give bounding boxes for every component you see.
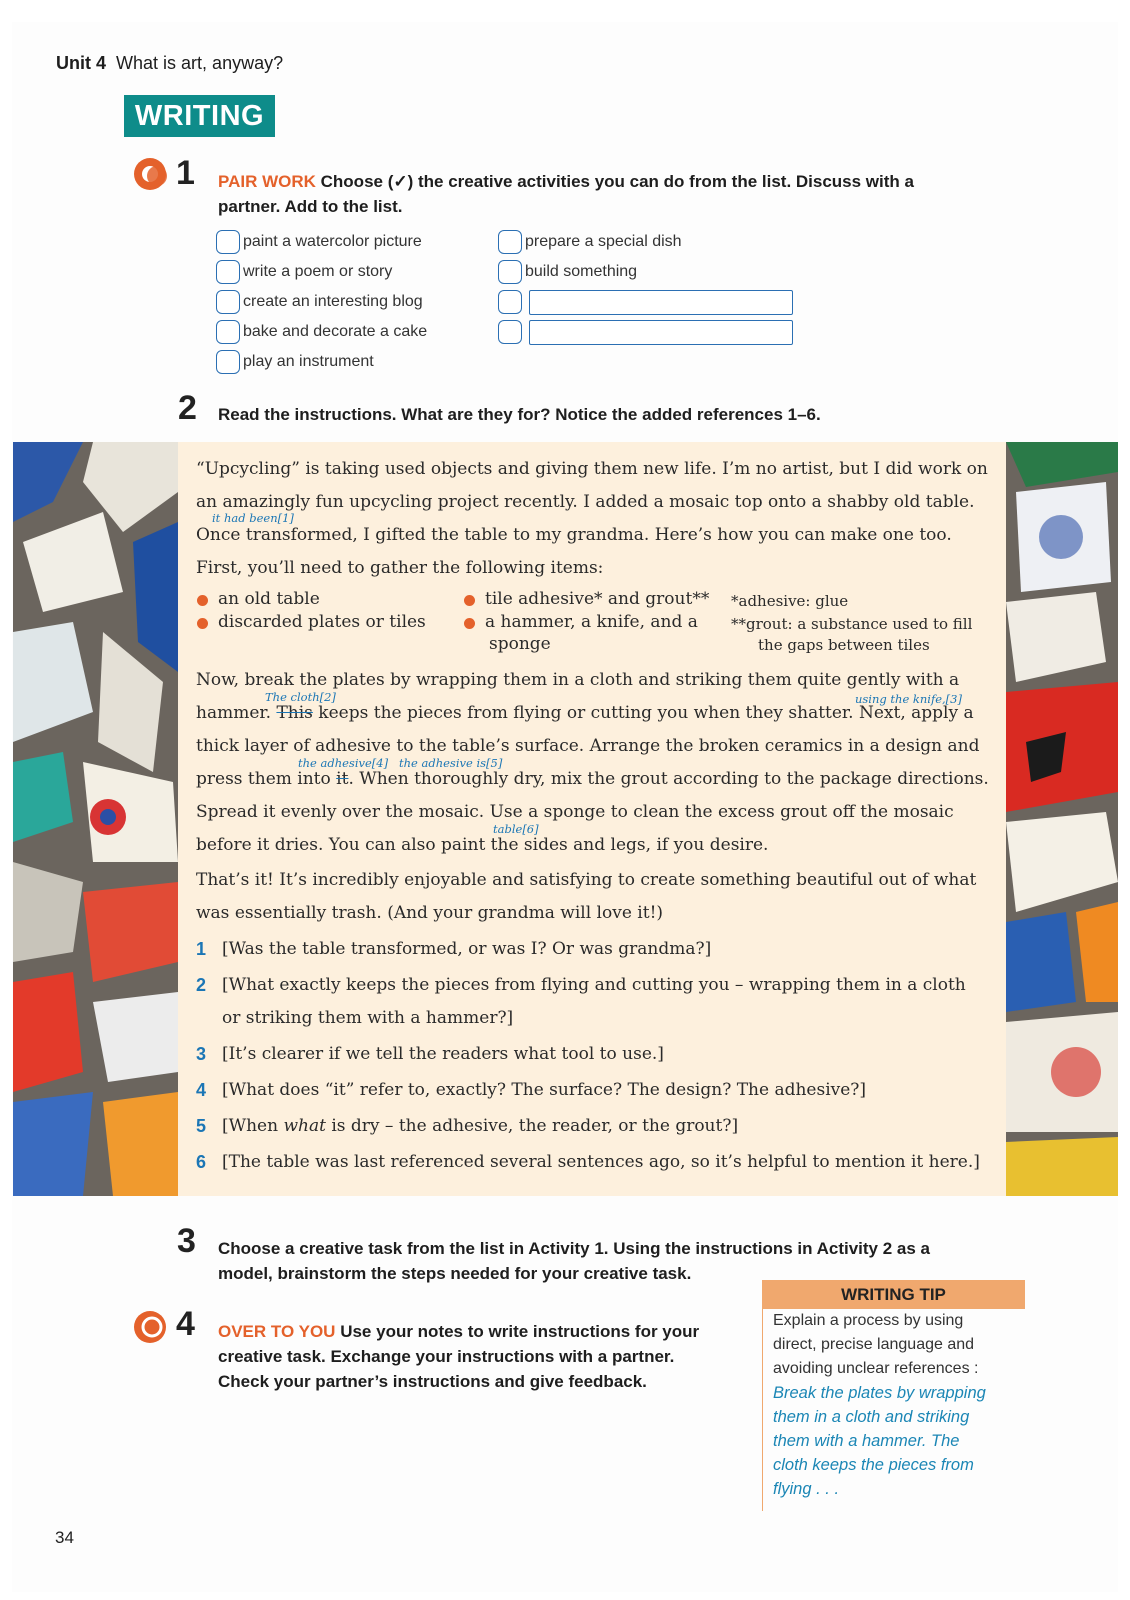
exercise-4-line2: creative task. Exchange your instructions with a partner. bbox=[218, 1347, 675, 1366]
emphasis: what bbox=[283, 1116, 326, 1136]
reference-text-cont: or striking them with a hammer?] bbox=[222, 1008, 514, 1028]
section-badge: WRITING bbox=[124, 95, 275, 137]
exercise-4-instruction bbox=[218, 1319, 699, 1394]
over-to-you-label: OVER TO YOU bbox=[218, 1322, 336, 1341]
checkbox[interactable] bbox=[216, 290, 240, 314]
checklist-item[interactable] bbox=[498, 259, 637, 285]
checkbox[interactable] bbox=[498, 260, 522, 284]
exercise-4-line3: Check your partner’s instructions and give feedback. bbox=[218, 1372, 647, 1391]
checklist-item-label: build something bbox=[525, 263, 638, 280]
annotation-4: the adhesive[4] bbox=[298, 756, 389, 770]
bullet-icon bbox=[464, 618, 475, 629]
passage-line bbox=[196, 769, 989, 789]
text-span: . When thoroughly dry, mix the grout according to the package directions. bbox=[348, 769, 989, 789]
reference-text: [What does “it” refer to, exactly? The surface? The design? The adhesive?] bbox=[222, 1080, 867, 1100]
tip-line: Explain a process by using bbox=[773, 1312, 964, 1329]
writing-tip-body bbox=[762, 1309, 1014, 1511]
materials-item: discarded plates or tiles bbox=[218, 612, 426, 632]
passage-line: Now, break the plates by wrapping them in a cloth and striking them quite gently with a bbox=[196, 670, 960, 690]
text-span: keeps the pieces from flying or cutting you when they shatter. Next, apply a bbox=[312, 703, 974, 723]
tip-line: avoiding unclear references : bbox=[773, 1360, 979, 1377]
passage-line: thick layer of adhesive to the table’s surface. Arrange the broken ceramics in a design and bbox=[196, 736, 980, 756]
materials-item: an old table bbox=[218, 589, 320, 609]
tip-example-line: flying . . . bbox=[773, 1480, 840, 1498]
bullet-icon bbox=[197, 618, 208, 629]
reference-text: [What exactly keeps the pieces from flying and cutting you – wrapping them in a cloth bbox=[222, 975, 966, 995]
exercise-1-line1: Choose (✓) the creative activities you can do from the list. Discuss with a bbox=[320, 172, 914, 191]
passage-line: an amazingly fun upcycling project recently. I added a mosaic top onto a shabby old table. bbox=[196, 492, 975, 512]
pair-work-label: PAIR WORK bbox=[218, 172, 316, 191]
text-span: is dry – the adhesive, the reader, or the grout?] bbox=[325, 1116, 739, 1136]
checklist-item[interactable] bbox=[216, 229, 422, 255]
passage-line: before it dries. You can also paint the sides and legs, if you desire. bbox=[196, 835, 769, 855]
materials-item-cont: sponge bbox=[489, 634, 551, 654]
exercise-2-instruction: Read the instructions. What are they for? Notice the added references 1–6. bbox=[218, 405, 821, 424]
tip-example-line: Break the plates by wrapping bbox=[773, 1384, 986, 1402]
checklist-item-label: create an interesting blog bbox=[243, 293, 423, 310]
text-span: press them into bbox=[196, 769, 337, 789]
reference-text: [Was the table transformed, or was I? Or was grandma?] bbox=[222, 939, 712, 959]
blank-input-field[interactable] bbox=[529, 320, 793, 345]
checklist-item[interactable] bbox=[498, 229, 682, 255]
exercise-4-line1: Use your notes to write instructions for your bbox=[340, 1322, 700, 1341]
reference-text bbox=[222, 1116, 738, 1136]
checklist-item-label: write a poem or story bbox=[243, 263, 393, 280]
materials-item: tile adhesive* and grout** bbox=[485, 589, 710, 609]
tip-example-line: cloth keeps the pieces from bbox=[773, 1456, 974, 1474]
annotation-5: the adhesive is[5] bbox=[399, 756, 503, 770]
checklist-item[interactable] bbox=[216, 349, 374, 375]
checkbox[interactable] bbox=[216, 260, 240, 284]
checklist-item[interactable] bbox=[216, 319, 427, 345]
over-to-you-icon bbox=[132, 1307, 172, 1347]
reference-number: 3 bbox=[196, 1044, 207, 1064]
exercise-3-line2: model, brainstorm the steps needed for your creative task. bbox=[218, 1264, 692, 1283]
tip-example-line: them in a cloth and striking bbox=[773, 1408, 970, 1426]
text-span: hammer. bbox=[196, 703, 277, 723]
checklist-item-label: play an instrument bbox=[243, 353, 374, 370]
checklist-blank-item[interactable] bbox=[498, 319, 793, 345]
passage-line: Once transformed, I gifted the table to my grandma. Here’s how you can make one too. bbox=[196, 525, 952, 545]
unit-title: What is art, anyway? bbox=[116, 53, 284, 73]
reference-text: [It’s clearer if we tell the readers what tool to use.] bbox=[222, 1044, 664, 1064]
exercise-2-number: 2 bbox=[178, 389, 197, 427]
annotation-1: it had been[1] bbox=[212, 511, 294, 525]
checkbox[interactable] bbox=[216, 350, 240, 374]
glossary-note: **grout: a substance used to fill bbox=[731, 615, 973, 633]
reference-number: 4 bbox=[196, 1080, 207, 1100]
writing-tip-title: WRITING TIP bbox=[762, 1280, 1025, 1309]
checkbox[interactable] bbox=[216, 320, 240, 344]
exercise-1-line2: partner. Add to the list. bbox=[218, 197, 403, 216]
mosaic-image-left bbox=[13, 442, 178, 1196]
reference-number: 2 bbox=[196, 975, 207, 995]
unit-header bbox=[56, 53, 283, 74]
pair-work-icon bbox=[132, 156, 172, 196]
exercise-3-line1: Choose a creative task from the list in Activity 1. Using the instructions in Activity 2 as a bbox=[218, 1239, 930, 1258]
bullet-icon bbox=[197, 595, 208, 606]
exercise-3-number: 3 bbox=[177, 1222, 196, 1260]
checkbox[interactable] bbox=[498, 320, 522, 344]
checklist-item-label: prepare a special dish bbox=[525, 233, 682, 250]
exercise-3-instruction bbox=[218, 1236, 930, 1286]
glossary-note-cont: the gaps between tiles bbox=[758, 636, 930, 654]
page-number: 34 bbox=[55, 1528, 74, 1547]
reference-number: 5 bbox=[196, 1116, 207, 1136]
struck-word: This bbox=[276, 703, 313, 723]
blank-input-field[interactable] bbox=[529, 290, 793, 315]
reference-text: [The table was last referenced several sentences ago, so it’s helpful to mention it here.] bbox=[222, 1152, 980, 1172]
checkbox[interactable] bbox=[498, 230, 522, 254]
passage-line: was essentially trash. (And your grandma will love it!) bbox=[196, 903, 664, 923]
annotation-3: using the knife,[3] bbox=[855, 692, 962, 706]
reference-number: 1 bbox=[196, 939, 207, 959]
materials-item: a hammer, a knife, and a bbox=[485, 612, 698, 632]
exercise-1-instruction bbox=[218, 169, 914, 219]
checklist-blank-item[interactable] bbox=[498, 289, 793, 315]
struck-word: it bbox=[336, 769, 349, 789]
mosaic-image-right bbox=[1006, 442, 1118, 1196]
exercise-4-number: 4 bbox=[176, 1305, 195, 1343]
checkbox[interactable] bbox=[498, 290, 522, 314]
checklist-item-label: bake and decorate a cake bbox=[243, 323, 428, 340]
bullet-icon bbox=[464, 595, 475, 606]
glossary-note: *adhesive: glue bbox=[731, 592, 849, 610]
tip-line: direct, precise language and bbox=[773, 1336, 975, 1353]
passage-line: “Upcycling” is taking used objects and giving them new life. I’m no artist, but I did work on bbox=[196, 459, 988, 479]
reference-number: 6 bbox=[196, 1152, 207, 1172]
checklist-item[interactable] bbox=[216, 289, 423, 315]
passage-line: First, you’ll need to gather the following items: bbox=[196, 558, 604, 578]
text-span: [When bbox=[222, 1116, 284, 1136]
passage-line: That’s it! It’s incredibly enjoyable and satisfying to create something beautiful out of what bbox=[196, 870, 977, 890]
annotation-6: table[6] bbox=[493, 822, 539, 836]
unit-label: Unit 4 bbox=[56, 53, 107, 73]
annotation-2: The cloth[2] bbox=[265, 690, 336, 704]
checkbox[interactable] bbox=[216, 230, 240, 254]
tip-example-line: them with a hammer. The bbox=[773, 1432, 960, 1450]
passage-line: Spread it evenly over the mosaic. Use a sponge to clean the excess grout off the mosaic bbox=[196, 802, 954, 822]
exercise-1-number: 1 bbox=[176, 154, 195, 192]
checklist-item-label: paint a watercolor picture bbox=[243, 233, 422, 250]
checklist-item[interactable] bbox=[216, 259, 392, 285]
passage-line bbox=[196, 703, 974, 723]
